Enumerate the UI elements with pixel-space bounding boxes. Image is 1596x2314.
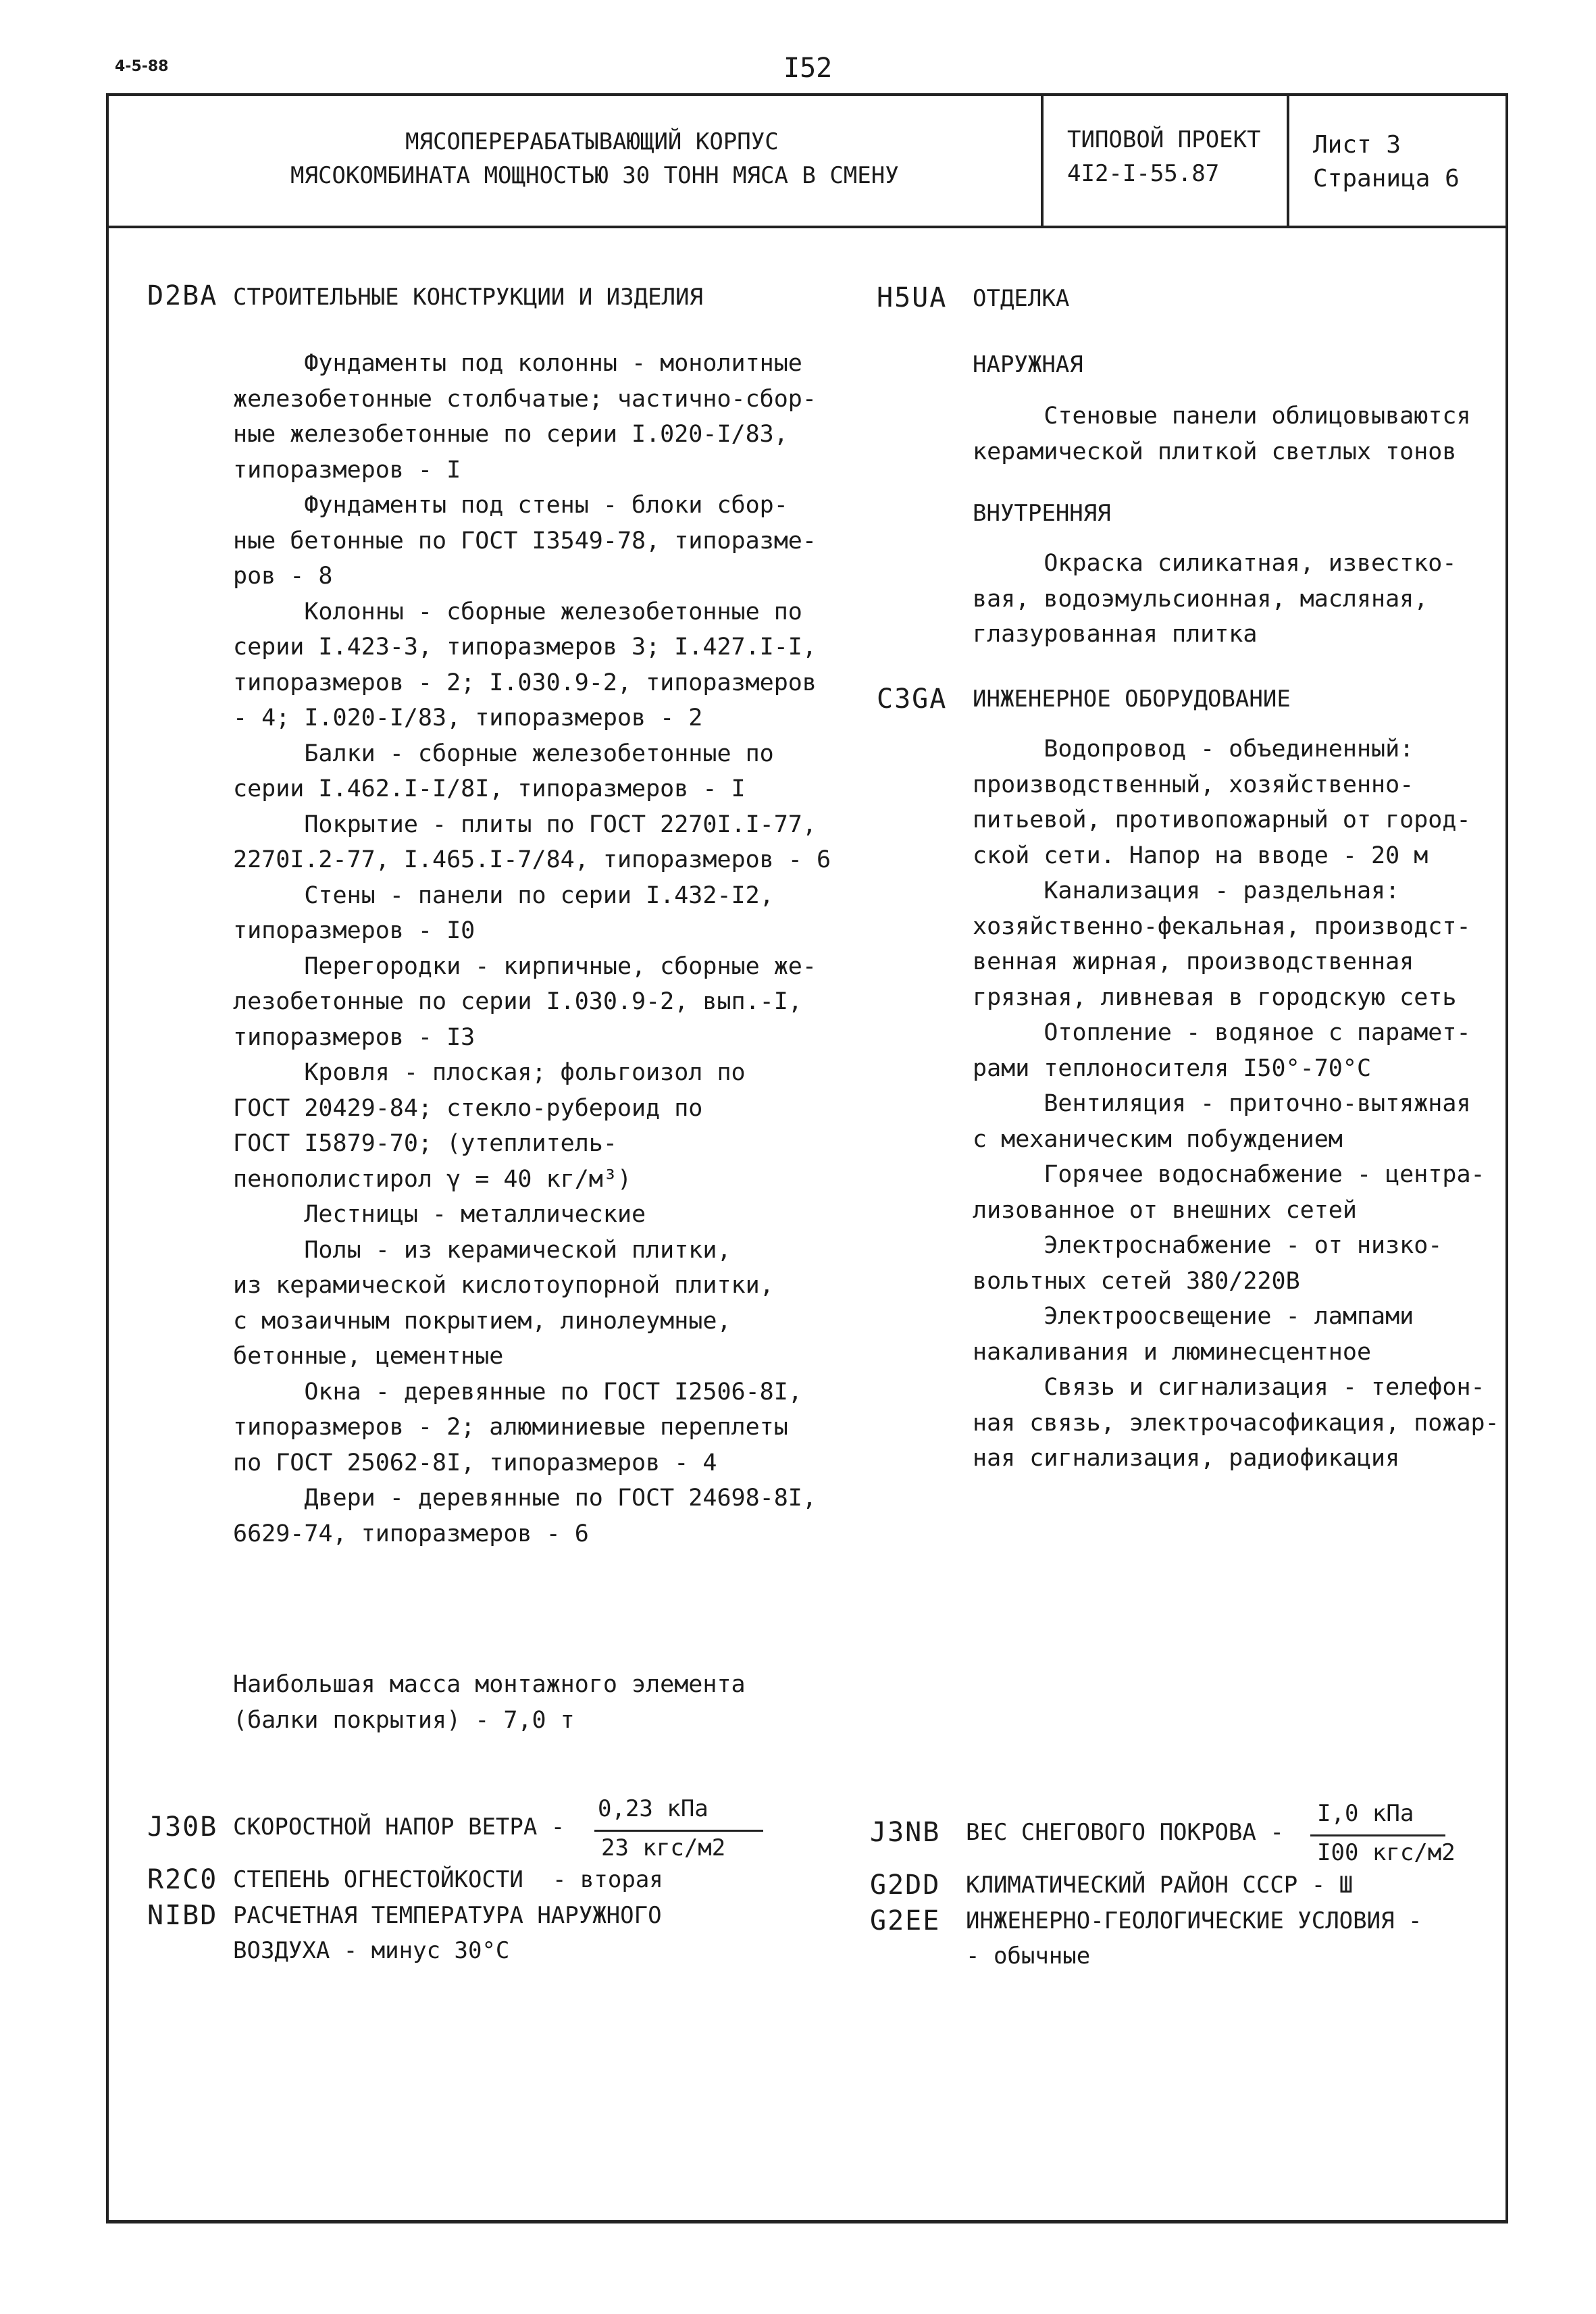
document-code: 4-5-88 xyxy=(115,58,169,75)
text-line: Перегородки - кирпичные, сборные же- xyxy=(233,952,817,980)
snow-value-kpa: I,0 кПа xyxy=(1317,1800,1414,1827)
text-line: Полы - из керамической плитки, xyxy=(233,1236,731,1264)
mass-line-2: (балки покрытия) - 7,0 т xyxy=(233,1707,575,1734)
fire-value: - вторая xyxy=(552,1866,663,1893)
subheading-interior: ВНУТРЕННЯЯ xyxy=(973,500,1111,527)
interior-text-block xyxy=(973,546,1456,652)
title-line-2: МЯСОКОМБИНАТА МОЩНОСТЬЮ 30 ТОНН МЯСА В СМЕНУ xyxy=(290,162,899,189)
snow-value-kgs: I00 кгс/м2 xyxy=(1317,1839,1456,1866)
text-line: Колонны - сборные железобетонные по xyxy=(233,598,802,625)
snow-label: ВЕС СНЕГОВОГО ПОКРОВА - xyxy=(966,1819,1284,1846)
text-line: ные железобетонные по серии I.020-I/83, xyxy=(233,421,788,448)
climate-code: G2DD xyxy=(870,1870,941,1901)
wind-value-kgs: 23 кгс/м2 xyxy=(601,1834,726,1861)
section-heading: СТРОИТЕЛЬНЫЕ КОНСТРУКЦИИ И ИЗДЕЛИЯ xyxy=(233,284,703,311)
temperature-value: ВОЗДУХА - минус 30°С xyxy=(233,1937,510,1964)
text-line: ная связь, электрочасофикация, пожар- xyxy=(973,1409,1499,1437)
text-line: 6629-74, типоразмеров - 6 xyxy=(233,1520,589,1547)
text-line: вольтных сетей 380/220В xyxy=(973,1267,1300,1295)
text-line: типоразмеров - I0 xyxy=(233,917,475,944)
temperature-code: NIBD xyxy=(147,1900,218,1931)
text-line: Электроснабжение - от низко- xyxy=(973,1232,1443,1259)
fraction-bar xyxy=(1310,1834,1445,1836)
text-line: производственный, хозяйственно- xyxy=(973,771,1414,798)
climate-label: КЛИМАТИЧЕСКИЙ РАЙОН СССР - Ш xyxy=(966,1872,1354,1899)
mass-line-1: Наибольшая масса монтажного элемента xyxy=(233,1671,746,1698)
fire-label: СТЕПЕНЬ ОГНЕСТОЙКОСТИ xyxy=(233,1866,523,1893)
text-line: ГОСТ 20429-84; стекло-рубероид по xyxy=(233,1094,703,1122)
text-line: - 4; I.020-I/83, типоразмеров - 2 xyxy=(233,704,703,731)
sheet-number: Лист 3 xyxy=(1313,131,1401,159)
project-number: 4I2-I-55.87 xyxy=(1067,160,1220,187)
geology-label: ИНЖЕНЕРНО-ГЕОЛОГИЧЕСКИЕ УСЛОВИЯ - xyxy=(966,1907,1422,1934)
text-line: пенополистирол γ = 40 кг/м³) xyxy=(233,1165,632,1193)
text-line: бетонные, цементные xyxy=(233,1343,504,1370)
text-line: типоразмеров - 2; I.030.9-2, типоразмеров xyxy=(233,669,817,696)
text-line: керамической плиткой светлых тонов xyxy=(973,438,1457,465)
snow-code: J3NB xyxy=(870,1817,941,1848)
text-line: ные бетонные по ГОСТ I3549-78, типоразме- xyxy=(233,527,817,555)
text-line: Двери - деревянные по ГОСТ 24698-8I, xyxy=(233,1485,817,1512)
temperature-label: РАСЧЕТНАЯ ТЕМПЕРАТУРА НАРУЖНОГО xyxy=(233,1902,662,1929)
page-number: I52 xyxy=(783,53,833,84)
text-line: Отопление - водяное с парамет- xyxy=(973,1019,1471,1046)
wind-code: J30B xyxy=(147,1811,218,1843)
text-line: 2270I.2-77, I.465.I-7/84, типоразмеров - 6 xyxy=(233,846,831,873)
geology-code: G2EE xyxy=(870,1905,941,1936)
wind-label: СКОРОСТНОЙ НАПОР ВЕТРА - xyxy=(233,1814,565,1841)
text-line: Стены - панели по серии I.432-I2, xyxy=(233,881,774,909)
text-line: типоразмеров - I xyxy=(233,456,461,484)
text-line: ской сети. Напор на вводе - 20 м xyxy=(973,842,1428,869)
text-line: типоразмеров - 2; алюминиевые переплеты xyxy=(233,1414,788,1441)
text-line: накаливания и люминесцентное xyxy=(973,1338,1372,1366)
wind-value-kpa: 0,23 кПа xyxy=(598,1795,709,1822)
text-line: железобетонные столбчатые; частично-сбор- xyxy=(233,385,817,413)
engineering-text-block xyxy=(973,731,1499,1476)
text-line: лезобетонные по серии I.030.9-2, вып.-I, xyxy=(233,988,802,1015)
text-line: Фундаменты под колонны - монолитные xyxy=(233,350,802,377)
text-line: Окраска силикатная, известко- xyxy=(973,550,1457,577)
text-line: Стеновые панели облицовываются xyxy=(973,403,1471,430)
text-line: с мозаичным покрытием, линолеумные, xyxy=(233,1307,731,1335)
sheet-page: Страница 6 xyxy=(1313,165,1460,192)
text-line: ров - 8 xyxy=(233,563,333,590)
text-line: ГОСТ I5879-70; (утеплитель- xyxy=(233,1130,617,1157)
text-line: Горячее водоснабжение - центра- xyxy=(973,1161,1485,1188)
text-line: Окна - деревянные по ГОСТ I2506-8I, xyxy=(233,1378,802,1406)
text-line: грязная, ливневая в городскую сеть xyxy=(973,983,1457,1011)
subheading-exterior: НАРУЖНАЯ xyxy=(973,351,1083,378)
text-line: Связь и сигнализация - телефон- xyxy=(973,1374,1485,1401)
text-line: серии I.423-3, типоразмеров 3; I.427.I-I, xyxy=(233,634,817,661)
text-line: питьевой, противопожарный от город- xyxy=(973,806,1471,833)
fire-code: R2C0 xyxy=(147,1864,218,1895)
text-line: Балки - сборные железобетонные по xyxy=(233,740,774,767)
exterior-text-block xyxy=(973,398,1471,469)
section-heading: ОТДЕЛКА xyxy=(973,285,1070,312)
section-heading: ИНЖЕНЕРНОЕ ОБОРУДОВАНИЕ xyxy=(973,686,1291,713)
text-line: по ГОСТ 25062-8I, типоразмеров - 4 xyxy=(233,1449,717,1476)
text-line: Канализация - раздельная: xyxy=(973,877,1400,904)
title-block-divider xyxy=(1287,93,1289,228)
text-line: Лестницы - металлические xyxy=(233,1201,646,1228)
text-line: Электроосвещение - лампами xyxy=(973,1303,1414,1330)
project-label: ТИПОВОЙ ПРОЕКТ xyxy=(1067,126,1261,153)
text-line: венная жирная, производственная xyxy=(973,948,1414,975)
text-line: Кровля - плоская; фольгоизол по xyxy=(233,1059,746,1086)
section-code: D2BA xyxy=(147,280,218,311)
text-line: рами теплоносителя I50°-70°С xyxy=(973,1054,1372,1082)
text-line: ная сигнализация, радиофикация xyxy=(973,1445,1400,1472)
section-code: C3GA xyxy=(877,684,948,715)
text-line: Водопровод - объединенный: xyxy=(973,736,1414,763)
text-line: из керамической кислотоупорной плитки, xyxy=(233,1272,774,1299)
text-line: хозяйственно-фекальная, производст- xyxy=(973,912,1471,940)
section-code: H5UA xyxy=(877,282,948,313)
text-line: Фундаменты под стены - блоки сбор- xyxy=(233,492,788,519)
fraction-bar xyxy=(594,1830,763,1832)
text-line: глазурованная плитка xyxy=(973,621,1258,648)
text-line: Покрытие - плиты по ГОСТ 2270I.I-77, xyxy=(233,811,817,838)
text-line: вая, водоэмульсионная, масляная, xyxy=(973,585,1428,613)
left-text-block xyxy=(233,346,831,1551)
text-line: типоразмеров - I3 xyxy=(233,1023,475,1051)
text-line: серии I.462.I-I/8I, типоразмеров - I xyxy=(233,775,746,802)
text-line: лизованное от внешних сетей xyxy=(973,1196,1357,1224)
text-line: Вентиляция - приточно-вытяжная xyxy=(973,1090,1471,1117)
text-line: с механическим побуждением xyxy=(973,1125,1343,1153)
title-line-1: МЯСОПЕРЕРАБАТЫВАЮЩИЙ КОРПУС xyxy=(405,128,779,155)
title-block-divider xyxy=(1041,93,1044,228)
geology-value: - обычные xyxy=(966,1943,1091,1970)
